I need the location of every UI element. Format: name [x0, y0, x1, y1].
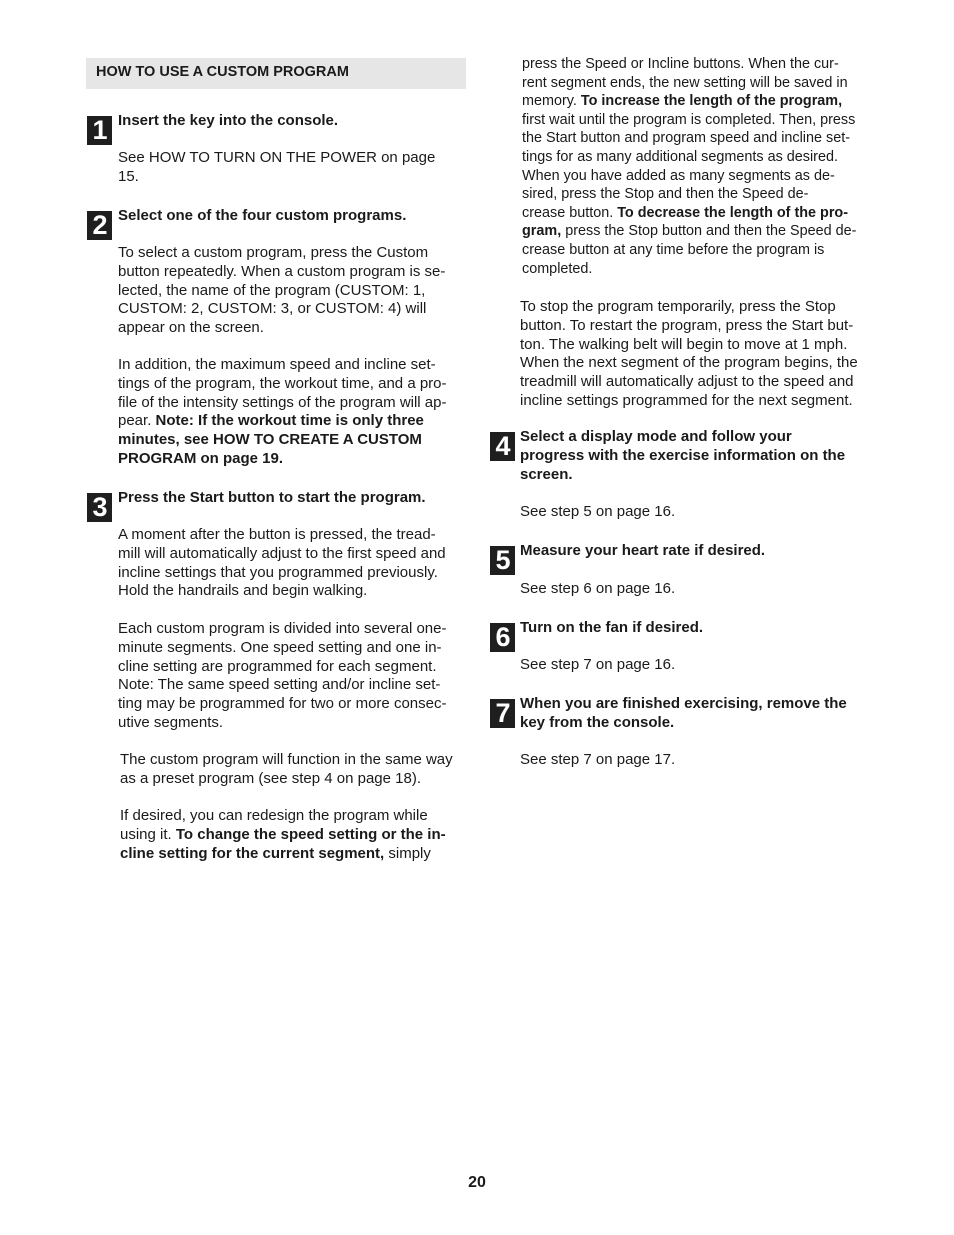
step-2-body-a: To select a custom program, press the Custom button repeatedly. When a custom program is se- lected, the name of the program (CUSTOM: 1, CUSTOM: 2, CUSTOM: 3, or CUSTOM: 4) will appear on the screen.: [118, 244, 446, 337]
step-7-body: See step 7 on page 17.: [520, 751, 676, 768]
step-1-body: See HOW TO TURN ON THE POWER on page 15.: [118, 149, 436, 185]
step-3-body-a: A moment after the button is pressed, the tread- mill will automatically adjust to the first speed and incline settings that you programmed previously. Hold the handrails and begin walking.: [118, 526, 446, 600]
step-5-badge: 5: [490, 546, 515, 575]
step-4-badge: 4: [490, 432, 515, 461]
step-5-heading: Measure your heart rate if desired.: [520, 542, 766, 559]
step-3-continuation: press the Speed or Incline buttons. When the cur- rent segment ends, the new setting will be saved in memory. To increase the length of the program, first wait until the program is completed. Then, press the Start button and program speed and incline set- tings for as many additional segments as desired. When you have added as many segments as de- sired, press the Stop and then the Speed de- crease button. To decrease the length of the pro- gram, press the Stop button and then the Speed de- crease button at any time before the program is completed.: [522, 56, 857, 277]
step-7-badge: 7: [490, 699, 515, 728]
step-2-heading: Select one of the four custom programs.: [118, 207, 407, 224]
step-3-body-b: Each custom program is divided into several one- minute segments. One speed setting and one in- cline setting are programmed for each segment. Note: The same speed setting and/or incline set- ting may be programmed for two or more consec- utive segments.: [118, 620, 447, 731]
step-3-badge: 3: [87, 493, 112, 522]
step-2-body-b: In addition, the maximum speed and incline set- tings of the program, the workout time, and a pro- file of the intensity settings of the program will ap- pear. Note: If the workout time is only three minutes, see HOW TO CREATE A CUSTOM PROGRAM on page 19.: [118, 356, 447, 467]
page-number: 20: [468, 1174, 486, 1191]
step-7-heading: When you are finished exercising, remove the key from the console.: [520, 695, 847, 731]
workout-time-note: Note: If the workout time is only three: [155, 412, 424, 430]
step-4-heading: Select a display mode and follow your progress with the exercise information on the screen.: [520, 428, 846, 483]
step-6-heading: Turn on the fan if desired.: [520, 619, 704, 636]
stop-program-paragraph: To stop the program temporarily, press the Stop button. To restart the program, press the Start but- ton. The walking belt will begin to move at 1 mph. When the next segment of the program begins, the treadmill will automatically adjust to the speed and incline settings programmed for the next segment.: [520, 298, 858, 409]
step-3-heading: Press the Start button to start the program.: [118, 489, 426, 506]
step-1-badge: 1: [87, 116, 112, 145]
step-3-body-d: If desired, you can redesign the program while using it. To change the speed setting or the in- cline setting for the current segment, simply: [120, 807, 446, 862]
step-2-badge: 2: [87, 211, 112, 240]
step-5-body: See step 6 on page 16.: [520, 580, 676, 597]
step-6-badge: 6: [490, 623, 515, 652]
step-1-heading: Insert the key into the console.: [118, 112, 339, 129]
step-3-body-c: The custom program will function in the same way as a preset program (see step 4 on page 18).: [120, 751, 453, 787]
step-6-body: See step 7 on page 16.: [520, 656, 676, 673]
step-4-body: See step 5 on page 16.: [520, 503, 676, 520]
section-title: HOW TO USE A CUSTOM PROGRAM: [86, 58, 466, 89]
